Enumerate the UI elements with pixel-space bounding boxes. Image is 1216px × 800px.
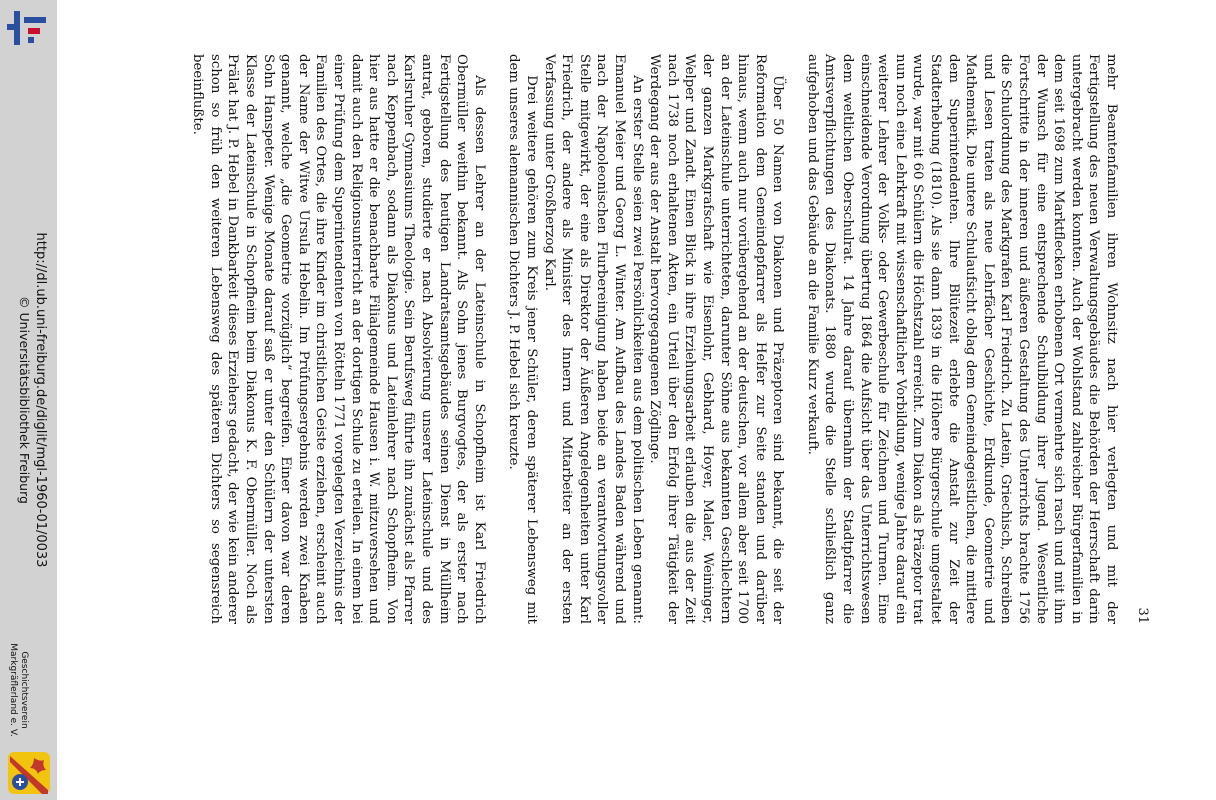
- page-number: 31: [1135, 607, 1150, 624]
- text-block: [189, 54, 1120, 624]
- society-line-1: Geschichtsverein: [19, 651, 29, 729]
- coat-of-arms-icon: [6, 750, 52, 796]
- university-library-logo-icon: [4, 8, 48, 48]
- paragraph: An erster Stelle seien zwei Persönlichkeiten aus dem politischen Leben genannt: Emanuel Meier und Georg L. Winter. Am Aufbau des Landes Baden während und nach der Napoleonischen Flurbereinigung haben beide an verantwortungsvoller Stelle mitgewirkt, der eine als Direktor der Äußeren Angelegenheiten unter Karl Friedrich, der andere als Minister des Innern und Mitarbeiter an der ersten Verfassung unter Großherzog Karl.: [541, 54, 645, 624]
- society-line-2: Markgräflerland e. V.: [8, 643, 18, 737]
- document-page: [80, 54, 1200, 684]
- paragraph: Als dessen Lehrer an der Lateinschule in Schopfheim ist Karl Friedrich Obermüller weithin bekannt. Als Sohn jenes Burgvogtes, der als erster nach Fertigstellung des heutigen Landratsamtsgebäudes seinen Dienst in Müllheim antrat, geboren, studierte er nach Absolvierung unserer Lateinschule und des Karlsruher Gymnasiums Theologie. Sein Berufsweg führte ihn zunächst als Pfarrer nach Keppenbach, sodann als Diakonus und Lateinlehrer nach Schopfheim. Von hier aus hatte er die benachbarte Filialgemeinde Hausen i. W. mitzuversehen und damit auch den Religionsunterricht an der dortigen Schule zu erteilen. In einem bei einer Prüfung dem Superintendenten von Rötteln 1771 vorgelegten Verzeichnis der Familien des Ortes, die ihre Kinder im christlichen Geiste erziehen, erscheint auch der Name der Witwe Ursula Hebelin. Im Prüfungsergebnis werden zwei Knaben genannt, welche „die Geometrie vorzüglich“ begreifen. Einer davon war deren Sohn Hanspeter. Wenige Monate darauf saß er unter den Schülern der untersten Klasse der Lateinschule in Schopfheim beim Diakonus K. F. Obermüller. Noch als Prälat hat J. P. Hebel in Dankbarkeit dieses Erziehers gedacht, der wie kein anderer schon so früh den weiteren Lebensweg des späteren Dichters so segensreich beeinflußte.: [190, 54, 487, 624]
- paragraph: Über 50 Namen von Diakonen und Präzeptoren sind bekannt, die seit der Reformation dem Gemeindepfarrer als Helfer zur Seite standen und darüber hinaus, wenn auch nur vorübergehend an der deutschen, vor allem aber seit 1700 an der Lateinschule unterrichteten, darunter Söhne aus bekannten Geschlechtern der ganzen Markgrafschaft wie Eisenlohr, Gebhard, Hoyer, Maler, Weininger, Welper und Zandt. Einen Blick in ihre Erziehungsarbeit erlauben die aus der Zeit nach 1738 noch erhaltenen Akten, ein Urteil über den Erfolg ihrer Tätigkeit der Werdegang der aus der Anstalt hervorgegangenen Zöglinge.: [647, 54, 786, 624]
- source-url-link[interactable]: http://dl.ub.uni-freiburg.de/diglit/mgl-1960-01/0033: [33, 232, 48, 568]
- paragraph: mehr Beamtenfamilien ihren Wohnsitz nach hier verlegten und mit der Fertigstellung des neuen Verwaltungsgebäudes die Behörden der Herrschaft darin untergebracht werden konnten. Auch der Wohlstand zahlreicher Bürgerfamilien in dem seit 1698 zum Marktflecken erhobenen Ort vermehrte sich rasch und mit ihm der Wunsch für eine entsprechende Schulbildung ihrer Jugend. Wesentliche Fortschritte in der inneren und äußeren Gestaltung des Unterrichts brachte 1756 die Schulordnung des Markgrafen Karl Friedrich. Zu Latein, Griechisch, Schreiben und Lesen traten als neue Lehrfächer Geschichte, Erdkunde, Geometrie und Mathematik. Die untere Schulaufsicht oblag dem Gemeindegeistlichen, die mittlere dem Superintendenten. Ihre Blütezeit erlebte die Anstalt zur Zeit der Stadterhebung (1810). Als sie dann 1839 in die Höhere Bürgerschule umgestaltet wurde, war mit 60 Schülern die Höchstzahl erreicht. Zum Diakon als Präzeptor trat nun noch eine Lehrkraft mit wissenschaftlicher Vorbildung, wenige Jahre darauf ein weiterer Lehrer der Volks- oder Gewerbeschule für Zeichnen und Turnen. Eine einschneidende Verordnung übertrug 1864 die Aufsicht über das Unterrichtswesen dem weltlichen Oberschulrat. 14 Jahre darauf übernahm der Stadtpfarrer die Amtsverpflichtungen des Diakonats. 1880 wurde die Stelle schließlich ganz aufgehoben und das Gebäude an die Familie Kurz verkauft.: [804, 54, 1119, 624]
- copyright-text: © Universitätsbibliothek Freiburg: [17, 296, 32, 504]
- paragraph: Drei weitere gehören zum Kreis jener Schüler, deren späterer Lebensweg mit dem unseres alemannischen Dichters J. P. Hebel sich kreuzte.: [506, 54, 539, 624]
- sidebar: [0, 0, 57, 800]
